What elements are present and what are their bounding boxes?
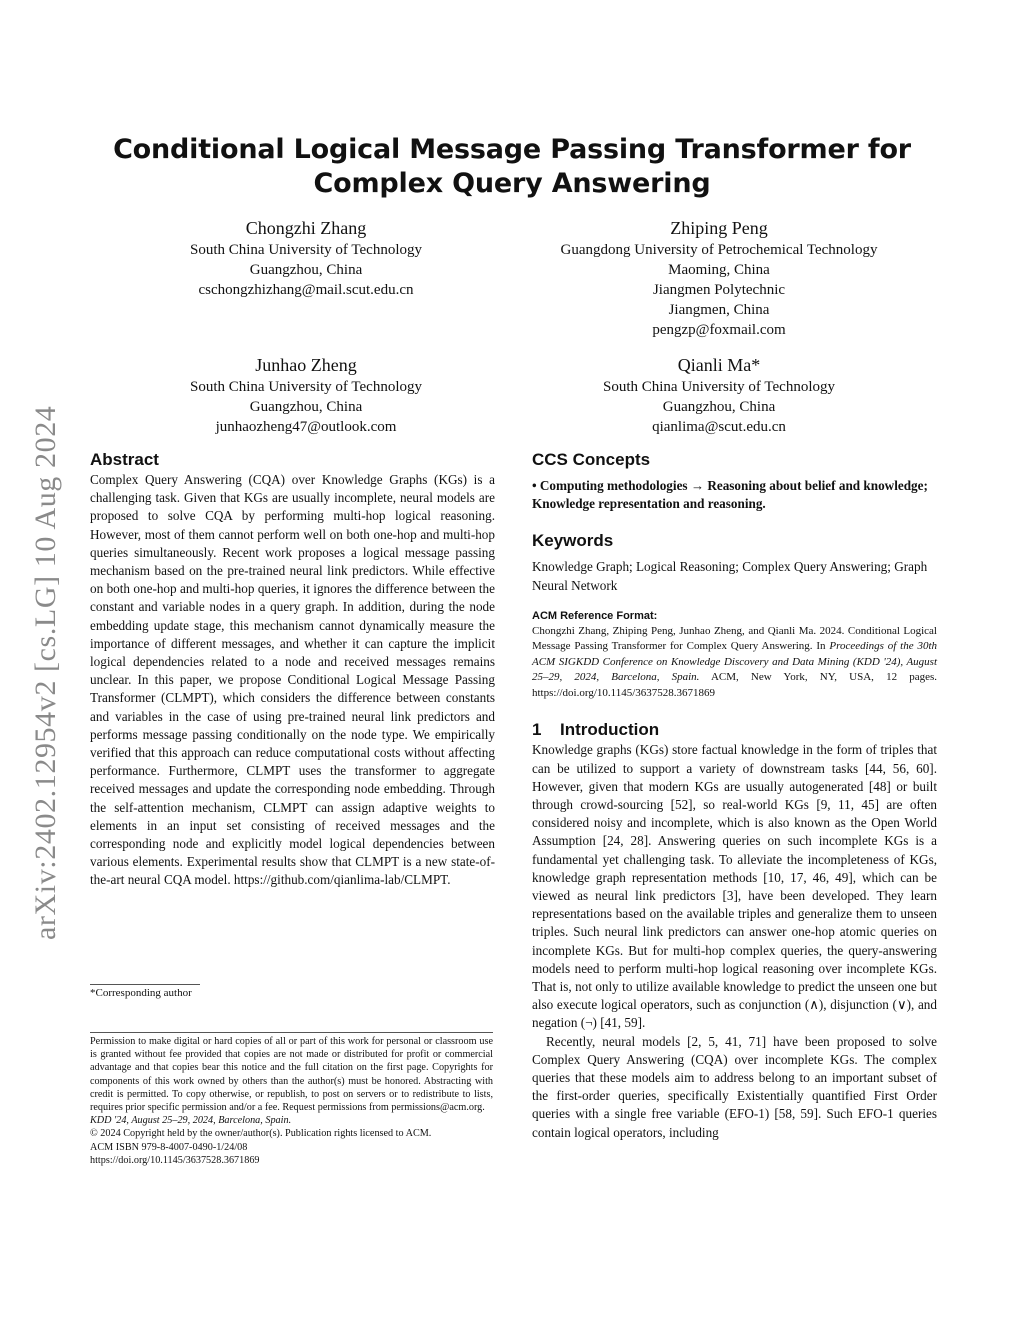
abstract-text: Complex Query Answering (CQA) over Knowledge Graphs (KGs) is a challenging task. Given that KGs are usually incomplete, neural models are proposed to solve CQA by performing multi-hop logical reasoning. However, most of them cannot perform well on both one-hop and multi-hop queries simultaneously. Recent work proposes a logical message passing mechanism based on the pre-trained neural link predictors. While effective on both one-hop and multi-hop queries, it ignores the difference between the constant and variable nodes in a query graph. In addition, during the node embedding update stage, this mechanism cannot dynamically measure the importance of different messages, and whether it can capture the implicit logical dependencies related to a node and received messages remains unclear. In this paper, we propose Conditional Logical Message Passing Transformer (CLMPT), which considers the difference between constants and variables in the case of using pre-trained neural link predictors and performs message passing conditionally on the node type. We empirically verified that this approach can reduce computational costs without affecting performance. Furthermore, CLMPT uses the transformer to aggregate received messages and update the corresponding node embedding. Through the self-attention mechanism, CLMPT can assign adaptive weights to elements in an input set consisting of received messages and the corresponding node and explicitly model logical dependencies between various elements. Experimental results show that CLMPT is a new state-of-the-art neural CQA model. https://github.com/qianlima-lab/CLMPT. [90,472,495,888]
permission-venue: KDD '24, August 25–29, 2024, Barcelona, Spain. [90,1115,292,1127]
author-name: Chongzhi Zhang [245,218,367,238]
keywords-text: Knowledge Graph; Logical Reasoning; Complex Query Answering; Graph Neural Network [532,559,928,593]
author-email: cschongzhizhang@mail.scut.edu.cn [198,282,414,298]
author-affiliation: South China University of Technology [190,242,422,258]
permission-text: Permission to make digital or hard copies of all or part of this work for personal or classroom use is granted without fee provided that copies are not made or distributed for profit or commercial advantage and that copies bear this notice and the full citation on the first page. Copyrights for components of this work owned by others than the author(s) must be honored. Abstracting with credit is permitted. To copy otherwise, or republish, to post on servers or to redistribute to lists, requires prior specific permission and/or a fee. Request permissions from permissions@acm.org. [90,1036,493,1114]
author-location: Guangzhou, China [249,262,363,278]
acm-reference-publisher: ACM, New York, NY, USA, 12 pages. https://doi.org/10.1145/3637528.3671869 [532,671,938,699]
author-block-2 [519,216,919,340]
author-location: Guangzhou, China [662,399,776,415]
footnote-divider [90,984,200,985]
author-email: junhaozheng47@outlook.com [215,419,397,435]
permission-divider [90,1032,493,1033]
author-block-3 [106,353,506,437]
author-email: qianlima@scut.edu.cn [652,419,786,435]
section-number: 1 [532,720,542,740]
paper-title: Conditional Logical Message Passing Transformer for Complex Query Answering [113,134,911,199]
permission-isbn: ACM ISBN 979-8-4007-0490-1/24/08 [90,1141,248,1153]
permission-doi[interactable]: https://doi.org/10.1145/3637528.3671869 [90,1154,260,1166]
author-affiliation: South China University of Technology [190,379,422,395]
acm-reference-proceedings: Proceedings of the 30th ACM SIGKDD Conference on Knowledge Discovery and Data Mining (KDD '24), August 25–29, 2024, Barcelona, Spain. [532,640,937,684]
acm-reference-text [532,624,937,702]
section-title: Introduction [560,720,660,740]
left-column [90,449,495,890]
introduction-paragraph-2: Recently, neural models [2, 5, 41, 71] have been proposed to solve Complex Query Answering (CQA) over incomplete KGs. The complex queries that these models aim to address belong to an important subset of the first-order queries, specifically Existentially quantified First Order queries with a single free variable (EFO-1) [58, 59]. Such EFO-1 queries contain logical operators, including [532,1033,937,1140]
author-location: Jiangmen, China [668,302,770,318]
author-location: Guangzhou, China [249,399,363,415]
author-location: Maoming, China [668,262,770,278]
author-name: Qianli Ma* [677,355,761,375]
author-block-1 [106,216,506,300]
ccs-concepts: • Computing methodologies → Reasoning about belief and knowledge; Knowledge representation and reasoning. [532,478,928,512]
introduction-heading [532,719,937,741]
author-block-4 [519,353,919,437]
arxiv-stamp: arXiv:2402.12954v2 [cs.LG] 10 Aug 2024 [29,405,62,940]
author-name: Junhao Zheng [255,355,357,375]
abstract-heading: Abstract [90,450,159,469]
footnote: *Corresponding author [90,987,192,999]
author-email: pengzp@foxmail.com [652,322,786,338]
author-affiliation: Jiangmen Polytechnic [652,282,786,298]
author-affiliation: South China University of Technology [603,379,835,395]
right-column [532,449,937,1142]
author-affiliation: Guangdong University of Petrochemical Technology [560,242,878,258]
introduction-paragraph-1: Knowledge graphs (KGs) store factual knowledge in the form of triples that can be utilized to support a variety of downstream tasks [44, 56, 60]. However, given that modern KGs are usually autogenerated [48] or built through crowd-sourcing [52], so real-world KGs [9, 11, 45] are often considered noisy and incomplete, which is also known as the Open World Assumption [24, 28]. Answering queries on such incomplete KGs is a fundamental yet challenging task. To alleviate the incompleteness of KGs, knowledge graph representation methods [10, 17, 46, 49], which can be viewed as neural link predictors [3], have been developed. They learn representations based on the available triples and generalize them to unseen triples. Such neural link predictors can answer one-hop atomic queries on incomplete KGs. But for multi-hop complex queries, the query-answering models need to perform multi-hop logical reasoning over incomplete KGs. That is, not only to utilize available knowledge to predict the unseen one but also execute logical operators, such as conjunction (∧), disjunction (∨), and negation (¬) [41, 59]. [532,742,937,1031]
permission-block [90,1035,493,1167]
keywords-heading: Keywords [532,531,614,551]
ccs-heading: CCS Concepts [532,450,651,469]
author-name: Zhiping Peng [670,218,768,238]
permission-copyright: © 2024 Copyright held by the owner/author(s). Publication rights licensed to ACM. [90,1128,432,1140]
acm-reference-authors: Chongzhi Zhang, Zhiping Peng, Junhao Zheng, and Qianli Ma. 2024. Conditional Logical Message Passing Transformer for Complex Query Answering. In [532,624,937,653]
acm-reference-heading: ACM Reference Format: [532,609,658,622]
